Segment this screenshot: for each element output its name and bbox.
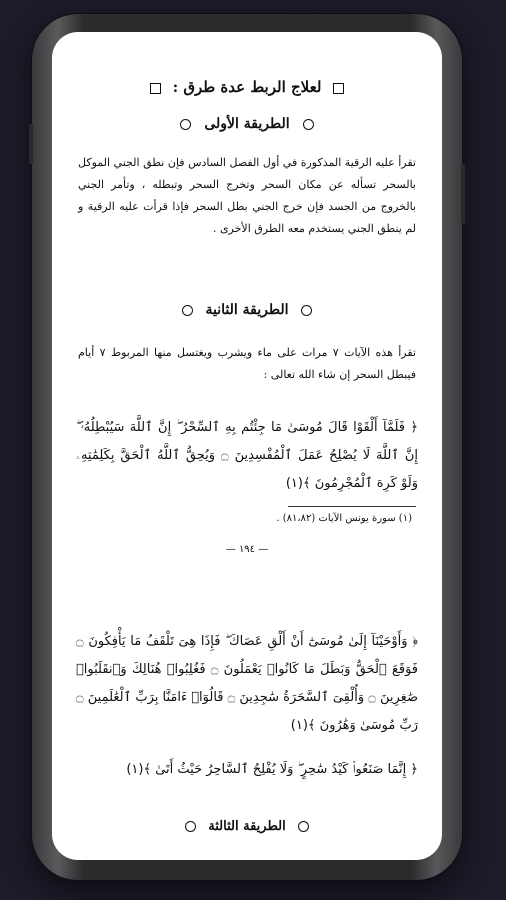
square-bullet-icon bbox=[150, 83, 161, 94]
method1-heading-line bbox=[52, 116, 442, 132]
method3-heading: الطريقة الثالثة bbox=[208, 819, 286, 834]
circle-bullet-icon bbox=[298, 821, 309, 832]
circle-bullet-icon bbox=[180, 119, 191, 130]
method3-heading-line bbox=[52, 819, 442, 834]
page-title-line bbox=[52, 78, 442, 96]
circle-bullet-icon bbox=[185, 821, 196, 832]
footnote-divider bbox=[288, 506, 416, 507]
page-number: — ١٩٤ — bbox=[225, 544, 269, 555]
book-page bbox=[52, 32, 442, 860]
square-bullet-icon bbox=[333, 83, 344, 94]
method2-heading: الطريقة الثانية bbox=[205, 302, 289, 318]
circle-bullet-icon bbox=[303, 119, 314, 130]
method2-paragraph: تقرأ هذه الآيات ٧ مرات على ماء ويشرب ويغتسل منها المربوط ٧ أيام فيبطل السحر إن شاء الله تعالى : bbox=[78, 346, 416, 381]
circle-bullet-icon bbox=[301, 305, 312, 316]
footnote: (١) سورة يونس الآيات (٨١،٨٢) . bbox=[276, 513, 412, 524]
quran-verse-block: ﴿ إِنَّمَا صَنَعُوا۟ كَيْدُ سَٰحِرٍ ۖ وَلَا يُفْلِحُ ٱلسَّاحِرُ حَيْثُ أَتَىٰ ﴾(١) bbox=[126, 762, 418, 777]
power-button bbox=[461, 164, 465, 224]
page-title: لعلاج الربط عدة طرق : bbox=[172, 78, 322, 96]
method2-heading-line bbox=[52, 302, 442, 318]
quran-verse-block: ﴿ فَلَمَّآ أَلْقَوْا قَالَ مُوسَىٰ مَا جِئْتُم بِهِ ٱلسِّحْرُ ۖ إِنَّ ٱللَّهَ سَيُبْطِلُهُۥٓ ۖ إِنَّ ٱللَّهَ لَا يُصْلِحُ عَمَلَ ٱلْمُفْسِدِينَ ۝ وَيُحِقُّ ٱللَّهُ ٱلْحَقَّ بِكَلِمَٰتِهِۦ وَلَوْ كَرِهَ ٱلْمُجْرِمُونَ ﴾(١) bbox=[76, 420, 418, 491]
method1-paragraph: تقرأ عليه الرقية المذكورة في أول الفصل السادس فإن نطق الجني الموكل بالسحر تسأله عن مكان السحر وتخرج السحر وتبطله ، وتأمر الجني بالخروج من الجسد فإن خرج الجني بطل السحر فإذا قرأت عليه الرقية و لم ينطق الجني يستخدم معه الطرق الأخرى . bbox=[78, 156, 416, 235]
quran-verse-block: ﴿ وَأَوْحَيْنَآ إِلَىٰ مُوسَىٰٓ أَنْ أَلْقِ عَصَاكَ ۖ فَإِذَا هِىَ تَلْقَفُ مَا يَأْفِكُونَ ۝ فَوَقَعَ ٱلْحَقُّ وَبَطَلَ مَا كَانُوا۟ يَعْمَلُونَ ۝ فَغُلِبُوا۟ هُنَالِكَ وَٱنقَلَبُوا۟ صَٰغِرِينَ ۝ وَأُلْقِىَ ٱلسَّحَرَةُ سَٰجِدِينَ ۝ قَالُوٓا۟ ءَامَنَّا بِرَبِّ ٱلْعَٰلَمِينَ ۝ رَبِّ مُوسَىٰ وَهَٰرُونَ ﴾(١) bbox=[76, 634, 418, 733]
phone-screen bbox=[52, 32, 442, 860]
method1-heading: الطريقة الأولى bbox=[204, 116, 290, 132]
volume-button bbox=[29, 124, 33, 164]
circle-bullet-icon bbox=[182, 305, 193, 316]
